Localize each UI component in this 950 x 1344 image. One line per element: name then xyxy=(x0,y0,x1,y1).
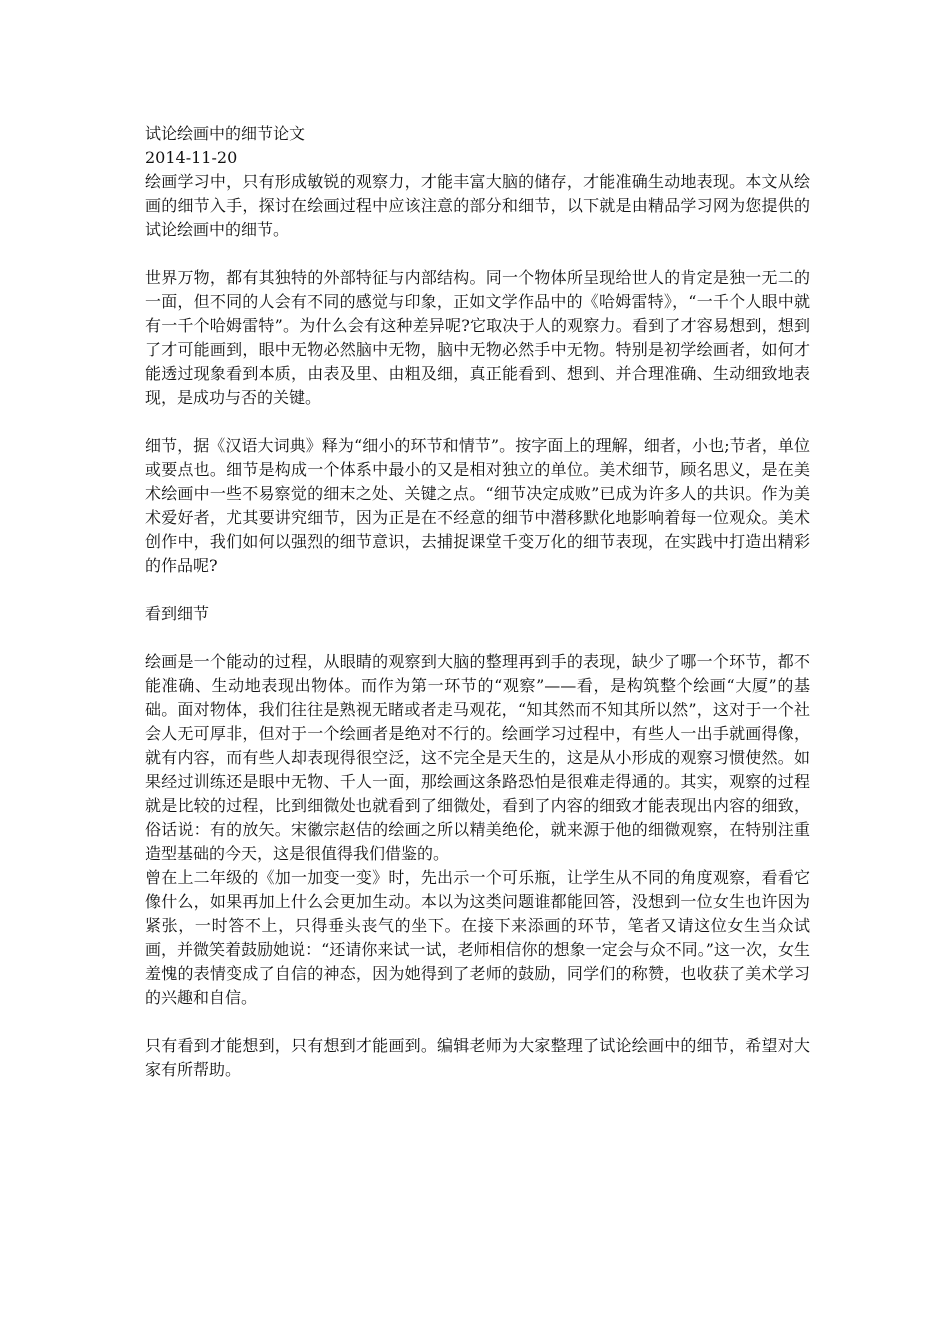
paragraph-spacer xyxy=(145,410,810,434)
body-paragraph: 细节，据《汉语大词典》释为“细小的环节和情节”。按字面上的理解，细者，小也;节者，单位或要点也。细节是构成一个体系中最小的又是相对独立的单位。美术细节，顾名思义，是在美术绘画中一些不易察觉的细末之处、关键之点。“细节决定成败”已成为许多人的共识。作为美术爱好者，尤其要讲究细节，因为正是在不经意的细节中潜移默化地影响着每一位观众。美术创作中，我们如何以强烈的细节意识，去捕捉课堂千变万化的细节表现，在实践中打造出精彩的作品呢? xyxy=(145,436,810,575)
document-date: 2014-11-20 xyxy=(145,148,238,167)
intro-paragraph: 绘画学习中，只有形成敏锐的观察力，才能丰富大脑的储存，才能准确生动地表现。本文从绘画的细节入手，探讨在绘画过程中应该注意的部分和细节，以下就是由精品学习网为您提供的试论绘画中的细节。 xyxy=(145,172,810,239)
section-heading: 看到细节 xyxy=(145,604,210,623)
document-body xyxy=(145,122,810,1082)
document-title: 试论绘画中的细节论文 xyxy=(145,124,306,143)
closing-paragraph: 只有看到才能想到，只有想到才能画到。编辑老师为大家整理了试论绘画中的细节，希望对大家有所帮助。 xyxy=(145,1036,810,1079)
body-paragraph: 曾在上二年级的《加一加变一变》时，先出示一个可乐瓶，让学生从不同的角度观察，看看它像什么，如果再加上什么会更加生动。本以为这类问题谁都能回答，没想到一位女生也许因为紧张，一时答不上，只得垂头丧气的坐下。在接下来添画的环节，笔者又请这位女生当众试画，并微笑着鼓励她说：“还请你来试一试，老师相信你的想象一定会与众不同。”这一次，女生羞愧的表情变成了自信的神态，因为她得到了老师的鼓励，同学们的称赞，也收获了美术学习的兴趣和自信。 xyxy=(145,868,810,1007)
body-paragraph: 世界万物，都有其独特的外部特征与内部结构。同一个物体所呈现给世人的肯定是独一无二的一面，但不同的人会有不同的感觉与印象，正如文学作品中的《哈姆雷特》，“一千个人眼中就有一千个哈姆雷特”。为什么会有这种差异呢?它取决于人的观察力。看到了才容易想到，想到了才可能画到，眼中无物必然脑中无物，脑中无物必然手中无物。特别是初学绘画者，如何才能透过现象看到本质，由表及里、由粗及细，真正能看到、想到、并合理准确、生动细致地表现，是成功与否的关键。 xyxy=(145,268,810,407)
paragraph-spacer xyxy=(145,578,810,602)
paragraph-spacer xyxy=(145,626,810,650)
body-paragraph: 绘画是一个能动的过程，从眼睛的观察到大脑的整理再到手的表现，缺少了哪一个环节，都不能准确、生动地表现出物体。而作为第一环节的“观察”——看，是构筑整个绘画“大厦”的基础。面对物体，我们往往是熟视无睹或者走马观花，“知其然而不知其所以然”，这对于一个社会人无可厚非，但对于一个绘画者是绝对不行的。绘画学习过程中，有些人一出手就画得像，就有内容，而有些人却表现得很空泛，这不完全是天生的，这是从小形成的观察习惯使然。如果经过训练还是眼中无物、千人一面，那绘画这条路恐怕是很难走得通的。其实，观察的过程就是比较的过程，比到细微处也就看到了细微处，看到了内容的细致才能表现出内容的细致，俗话说：有的放矢。宋徽宗赵佶的绘画之所以精美绝伦，就来源于他的细微观察，在特别注重造型基础的今天，这是很值得我们借鉴的。 xyxy=(145,652,810,863)
paragraph-spacer xyxy=(145,1010,810,1034)
paragraph-spacer xyxy=(145,242,810,266)
